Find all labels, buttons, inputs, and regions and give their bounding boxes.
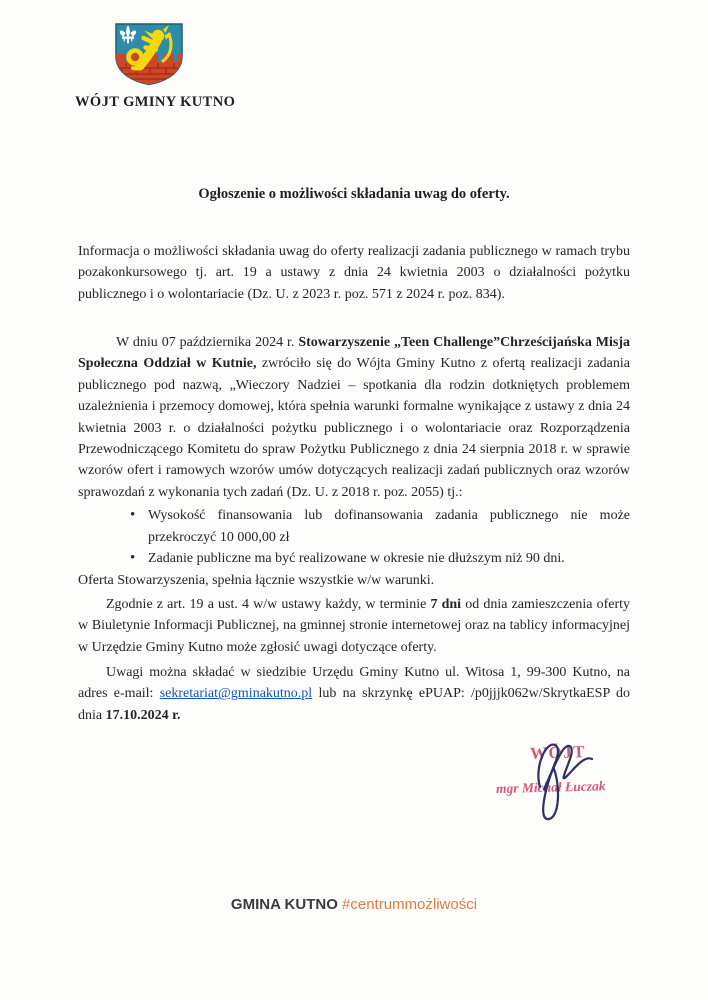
intro-text: Informacja o możliwości składania uwag do oferty realizacji zadania publicznego w ramach trybu pozakonkursowego tj. art. 19 a ustawy z dnia 24 kwietnia 2003 o działalności pożytku publicznego i o wolontariacie (Dz. U. z 2023 r. poz. 571 z 2024 r. poz. 834). — [78, 244, 630, 302]
deadline-date: 17.10.2024 r. — [105, 707, 181, 723]
offer-lead: W dniu 07 października 2024 r. — [116, 335, 299, 350]
condition-text: Wysokość finansowania lub dofinansowania zadania publicznego nie może przekroczyć 10 000,00 zł — [148, 508, 630, 545]
email-link[interactable]: sekretariat@gminakutno.pl — [159, 686, 313, 702]
footer-brand: GMINA KUTNO — [230, 896, 338, 913]
signature-block — [478, 733, 663, 828]
footer-hashtag: #centrummożliwości — [342, 896, 478, 913]
paragraph-intro — [78, 241, 630, 305]
conditions-list — [78, 505, 630, 569]
deadline-days: 7 dni — [430, 597, 462, 612]
remarks-lead: Zgodnie z art. 19 a ust. 4 w/w ustawy każdy, w terminie — [106, 597, 431, 612]
submission-middle: lub na skrzynkę ePUAP: /p0jjjk062w/SkrytkaESP do dnia — [78, 686, 630, 723]
document-title: Ogłoszenie o możliwości składania uwag do oferty. — [198, 186, 510, 202]
stamp-title: WÓJT — [529, 742, 587, 763]
conditions-summary: Oferta Stowarzyszenia, spełnia łącznie wszystkie w/w warunki. — [78, 573, 435, 589]
footer — [0, 896, 708, 913]
sender-office-label: WÓJT GMINY KUTNO — [75, 94, 236, 110]
handwritten-signature-icon — [492, 729, 642, 829]
paragraph-remarks — [78, 594, 630, 658]
paragraph-offer — [78, 332, 630, 592]
organization-name: Stowarzyszenie „Teen Challenge”Chrześcijańska Misja Społeczna Oddział w Kutnie, — [78, 335, 630, 372]
condition-item — [130, 548, 630, 569]
crest-svg — [112, 21, 186, 87]
stamp-name: mgr Michał Łuczak — [495, 778, 606, 797]
remarks-rest: od dnia zamieszczenia oferty w Biuletynie Informacji Publicznej, na gminnej stronie internetowej oraz na tablicy informacyjnej w Urzędzie Gminy Kutno może zgłosić uwagi dotyczące oferty. — [78, 597, 630, 655]
paragraph-submission — [78, 662, 630, 726]
gmina-kutno-coat-of-arms-icon — [112, 21, 186, 87]
condition-item — [130, 505, 630, 548]
submission-lead: Uwagi można składać w siedzibie Urzędu Gminy Kutno ul. Witosa 1, 99-300 Kutno, na adres e-mail: — [78, 665, 630, 702]
condition-text: Zadanie publiczne ma być realizowane w okresie nie dłuższym niż 90 dni. — [148, 551, 565, 567]
offer-body: zwróciło się do Wójta Gminy Kutno z ofertą realizacji zadania publicznego pod nazwą, „Wieczory Nadziei – spotkania dla rodzin dotkniętych problemem uzależnienia i przemocy domowej, która spełnia warunki formalne wynikające z ustawy z dnia 24 kwietnia 2003 r. o działalności pożytku publicznego i o wolontariacie oraz Rozporządzenia Przewodniczącego Komitetu do spraw Pożytku Publicznego z dnia 24 sierpnia 2018 r. w sprawie wzorów ofert i ramowych wzorów umów dotyczących realizacji zadań publicznych oraz wzorów sprawozdań z wykonania tych zadań (Dz. U. z 2018 r. poz. 2055) tj.: — [78, 356, 631, 500]
